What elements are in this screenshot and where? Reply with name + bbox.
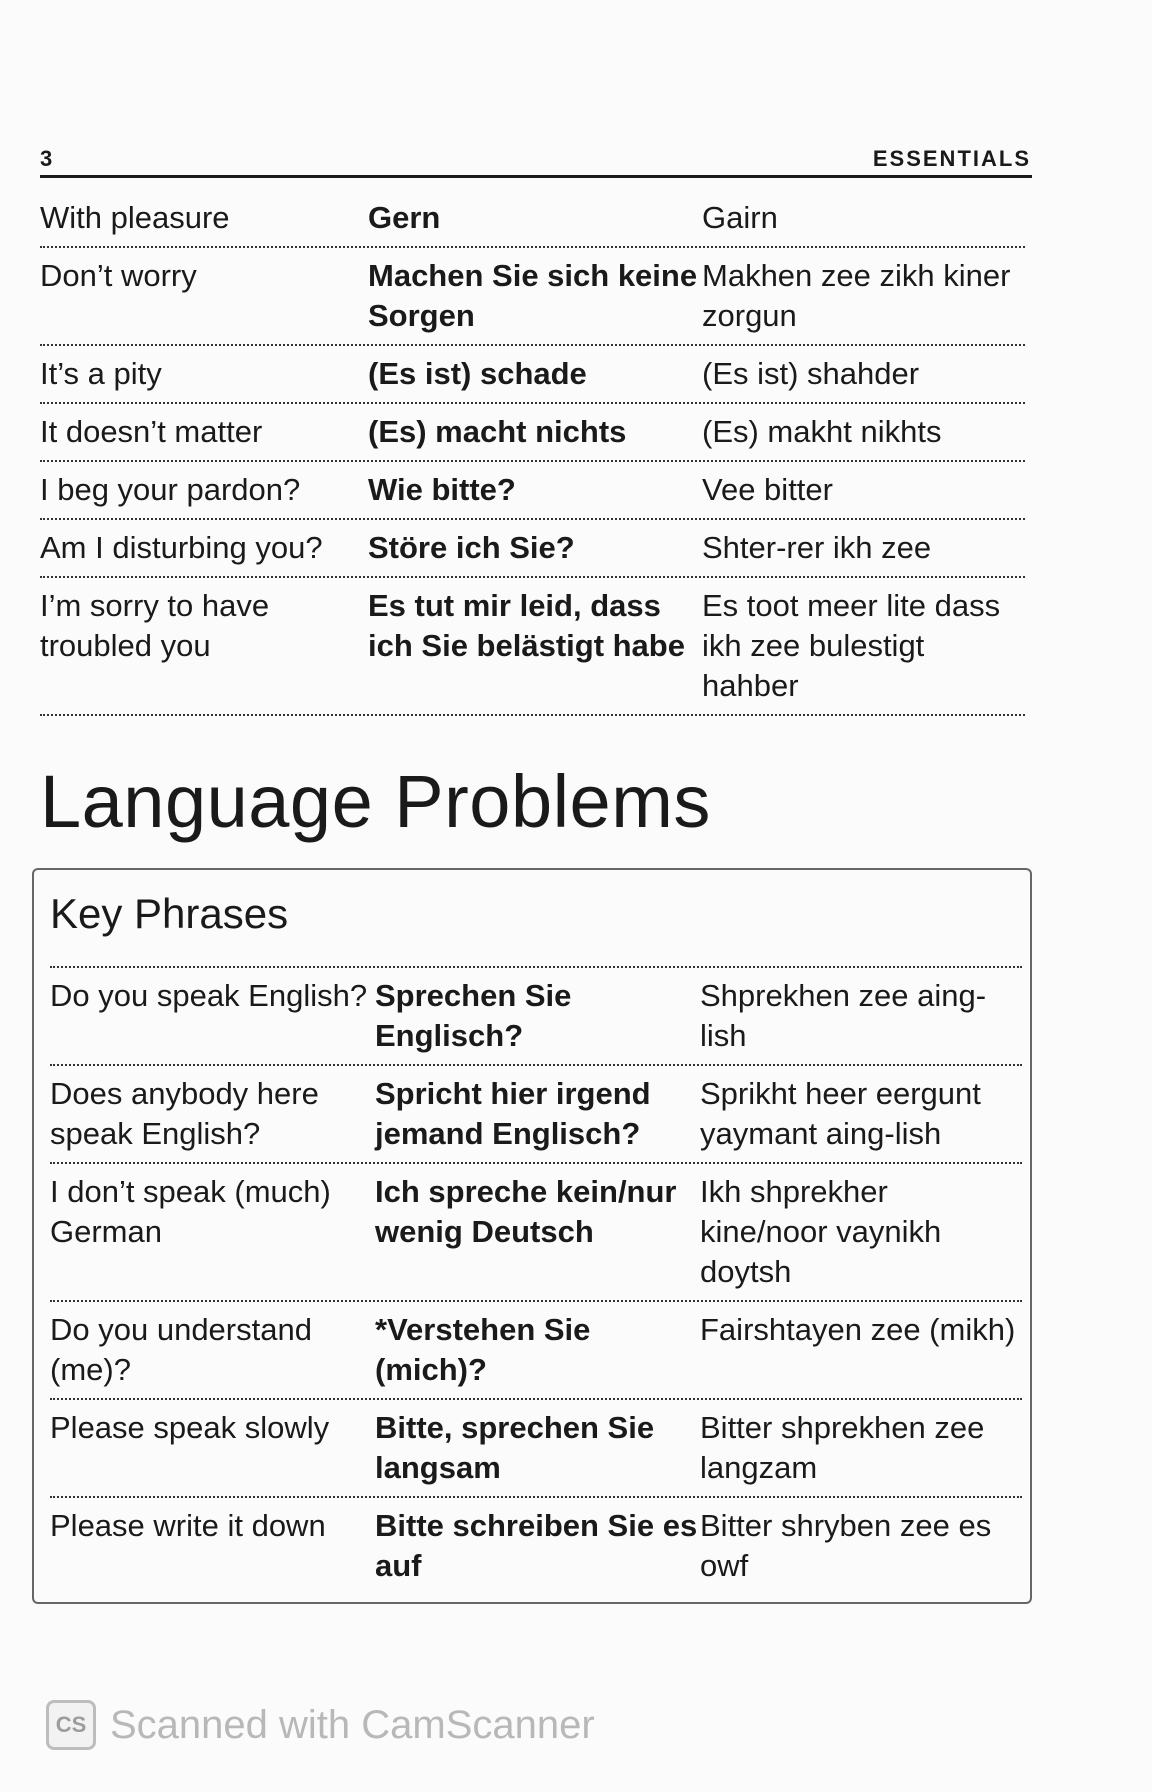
german-phrase: Sprechen Sie Englisch? <box>375 978 572 1053</box>
english-phrase: It doesn’t matter <box>40 414 263 449</box>
german-phrase: Bitte, sprechen Sie langsam <box>375 1410 655 1485</box>
english-phrase: Do you understand (me)? <box>50 1312 312 1387</box>
pronunciation: Gairn <box>702 200 778 235</box>
phrase-row <box>40 248 1025 346</box>
phrase-row <box>40 190 1025 248</box>
pronunciation: Vee bitter <box>702 472 833 507</box>
pronunciation: Shprekhen zee aing-lish <box>700 978 987 1053</box>
watermark-text: Scanned with CamScanner <box>110 1702 595 1747</box>
header-rule <box>40 175 1032 178</box>
english-phrase: Does anybody here speak English? <box>50 1076 319 1151</box>
english-phrase: Please write it down <box>50 1508 326 1543</box>
key-phrases-table <box>50 968 1022 1594</box>
phrasebook-page <box>40 140 1030 1604</box>
english-phrase: I’m sorry to have troubled you <box>40 588 270 663</box>
german-phrase: (Es ist) schade <box>368 356 587 391</box>
english-phrase: I don’t speak (much) German <box>50 1174 331 1249</box>
english-phrase: Am I disturbing you? <box>40 530 323 565</box>
german-phrase: Wie bitte? <box>368 472 516 507</box>
pronunciation: Bitter shryben zee es owf <box>700 1508 992 1583</box>
section-name: ESSENTIALS <box>872 146 1031 171</box>
german-phrase: (Es) macht nichts <box>368 414 627 449</box>
camscanner-logo-icon: CS <box>46 1700 96 1750</box>
english-phrase: I beg your pardon? <box>40 472 301 507</box>
german-phrase: Störe ich Sie? <box>368 530 575 565</box>
german-phrase: Spricht hier irgend jemand Englisch? <box>375 1076 651 1151</box>
phrase-row <box>40 578 1025 716</box>
english-phrase: Don’t worry <box>40 258 197 293</box>
pronunciation: Es toot meer lite dass ikh zee bulestigt hahber <box>702 588 1001 703</box>
key-phrases-title: Key Phrases <box>50 870 1022 968</box>
section-title: Language Problems <box>40 760 711 843</box>
phrase-row <box>40 346 1025 404</box>
pronunciation: Bitter shprekhen zee langzam <box>700 1410 985 1485</box>
english-phrase: Do you speak English? <box>50 978 368 1013</box>
phrase-row <box>50 1498 1022 1594</box>
pronunciation: (Es ist) shahder <box>702 356 920 391</box>
phrase-row <box>50 1302 1022 1400</box>
page-number: 3 <box>40 146 53 171</box>
scanner-watermark <box>46 1700 595 1750</box>
pronunciation: Makhen zee zikh kiner zorgun <box>702 258 1011 333</box>
german-phrase: Es tut mir leid, dass ich Sie belästigt habe <box>368 588 685 663</box>
pronunciation: (Es) makht nikhts <box>702 414 942 449</box>
pronunciation: Sprikht heer eergunt yaymant aing-lish <box>700 1076 981 1151</box>
pronunciation: Shter-rer ikh zee <box>702 530 932 565</box>
english-phrase: Please speak slowly <box>50 1410 330 1445</box>
phrase-row <box>50 968 1022 1066</box>
english-phrase: With pleasure <box>40 200 230 235</box>
phrase-row <box>50 1164 1022 1302</box>
phrase-row <box>40 404 1025 462</box>
phrase-row <box>50 1066 1022 1164</box>
key-phrases-box <box>32 868 1032 1604</box>
running-header <box>40 140 1030 180</box>
german-phrase: Ich spreche kein/nur wenig Deutsch <box>375 1174 677 1249</box>
german-phrase: Bitte schreiben Sie es auf <box>375 1508 698 1583</box>
phrase-row <box>40 462 1025 520</box>
german-phrase: Machen Sie sich keine Sorgen <box>368 258 698 333</box>
english-phrase: It’s a pity <box>40 356 162 391</box>
essentials-table <box>40 190 1025 716</box>
phrase-row <box>40 520 1025 578</box>
german-phrase: *Verstehen Sie (mich)? <box>375 1312 591 1387</box>
pronunciation: Ikh shprekher kine/noor vaynikh doytsh <box>700 1174 942 1289</box>
pronunciation: Fairshtayen zee (mikh) <box>700 1312 1016 1347</box>
german-phrase: Gern <box>368 200 441 235</box>
phrase-row <box>50 1400 1022 1498</box>
